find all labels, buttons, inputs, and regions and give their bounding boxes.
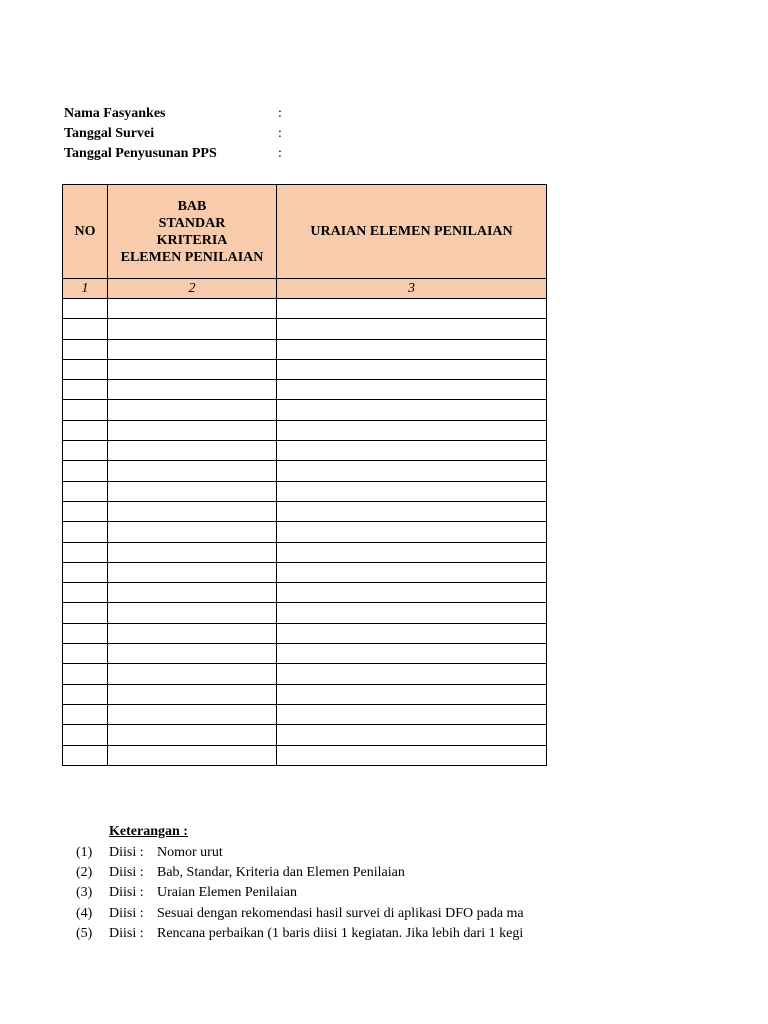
note-item [0,863,552,883]
note-text: Uraian Elemen Penilaian [157,885,297,900]
table-row [63,501,547,521]
note-text: Rencana perbaikan (1 baris diisi 1 kegiatan. Jika lebih dari 1 kegi [157,926,524,941]
table-row [63,359,547,379]
table-cell [277,522,547,542]
table-cell [108,501,277,521]
note-text: Nomor urut [157,845,223,860]
table-cell [108,400,277,420]
field-label: Nama Fasyankes [64,106,166,121]
table-cell [277,664,547,684]
table-cell [63,501,108,521]
table-row [63,542,547,562]
table-row [63,664,547,684]
table-row [63,623,547,643]
field-colon: : [278,126,282,141]
table-cell [63,359,108,379]
table-cell [108,684,277,704]
table-cell [63,725,108,745]
table-cell [108,359,277,379]
note-item [0,904,552,924]
table-cell [108,644,277,664]
note-diisi: Diisi : [109,845,144,860]
keterangan-section [0,822,552,952]
table-cell [63,420,108,440]
table-cell [277,603,547,623]
table-row [63,745,547,765]
table-cell [277,704,547,724]
table-cell [63,400,108,420]
table-cell [108,745,277,765]
note-number: (5) [76,926,93,941]
table-cell [63,380,108,400]
table-row [63,684,547,704]
note-text: Bab, Standar, Kriteria dan Elemen Penilaian [157,865,405,880]
table-cell [277,299,547,319]
table-cell [108,299,277,319]
table-cell [108,420,277,440]
table-cell [63,441,108,461]
table-row [63,481,547,501]
note-diisi: Diisi : [109,865,144,880]
table-row [63,299,547,319]
table-cell [277,481,547,501]
column-number: 3 [277,279,547,299]
table-cell [63,522,108,542]
column-number: 1 [63,279,108,299]
note-item [0,883,552,903]
table-cell [108,542,277,562]
table-cell [108,380,277,400]
field-label: Tanggal Survei [64,126,155,141]
header-bab-line: STANDAR [158,215,226,231]
table-row [63,603,547,623]
table-row [63,583,547,603]
table-cell [63,319,108,339]
table-cell [108,704,277,724]
table-cell [277,441,547,461]
table-cell [277,583,547,603]
table-cell [108,339,277,359]
note-item [0,843,552,863]
table-cell [63,644,108,664]
table-row [63,339,547,359]
table-cell [63,339,108,359]
table-row [63,319,547,339]
header-bab-line: ELEMEN PENILAIAN [120,249,264,265]
table-cell [63,481,108,501]
note-number: (3) [76,885,93,900]
table-cell [63,745,108,765]
table-cell [63,542,108,562]
table-row [63,441,547,461]
table-row [63,704,547,724]
table-cell [108,461,277,481]
table-cell [277,461,547,481]
table-cell [277,359,547,379]
table-row [63,420,547,440]
field-label: Tanggal Penyusunan PPS [64,146,217,161]
field-colon: : [278,106,282,121]
table-cell [277,339,547,359]
table-row [63,725,547,745]
table-cell [277,684,547,704]
table-cell [108,664,277,684]
header-bab-line: KRITERIA [156,232,228,248]
table-cell [63,583,108,603]
table-body [63,299,547,766]
table-cell [277,420,547,440]
keterangan-title: Keterangan : [109,824,188,839]
table-cell [108,562,277,582]
note-number: (1) [76,845,93,860]
table-cell [63,603,108,623]
table-cell [277,319,547,339]
table-cell [63,704,108,724]
table-cell [63,461,108,481]
column-number: 2 [108,279,277,299]
table-cell [108,725,277,745]
note-diisi: Diisi : [109,885,144,900]
table-cell [108,583,277,603]
table-cell [277,542,547,562]
header-bab [108,185,277,279]
table-cell [108,441,277,461]
table-cell [277,623,547,643]
note-item [0,924,552,944]
table-row [63,562,547,582]
table-cell [277,725,547,745]
table-cell [277,501,547,521]
pps-table [62,184,547,766]
table-cell [277,380,547,400]
note-number: (4) [76,906,93,921]
table-cell [277,562,547,582]
note-diisi: Diisi : [109,906,144,921]
table-cell [63,623,108,643]
table-cell [108,623,277,643]
table-row [63,400,547,420]
table-cell [108,481,277,501]
table-header-row [63,185,547,279]
table-cell [63,684,108,704]
table-cell [108,603,277,623]
table-cell [63,562,108,582]
table-cell [108,522,277,542]
field-colon: : [278,146,282,161]
table-row [63,380,547,400]
note-diisi: Diisi : [109,926,144,941]
note-text: Sesuai dengan rekomendasi hasil survei di aplikasi DFO pada ma [157,906,524,921]
note-number: (2) [76,865,93,880]
header-bab-line: BAB [177,198,207,214]
table-cell [277,400,547,420]
table-cell [277,745,547,765]
table-row [63,461,547,481]
table-cell [63,299,108,319]
table-cell [63,664,108,684]
table-cell [108,319,277,339]
table-row [63,644,547,664]
header-no: NO [63,185,108,279]
table-row [63,522,547,542]
header-uraian: URAIAN ELEMEN PENILAIAN [277,185,547,279]
column-number-row [63,279,547,299]
table-cell [277,644,547,664]
